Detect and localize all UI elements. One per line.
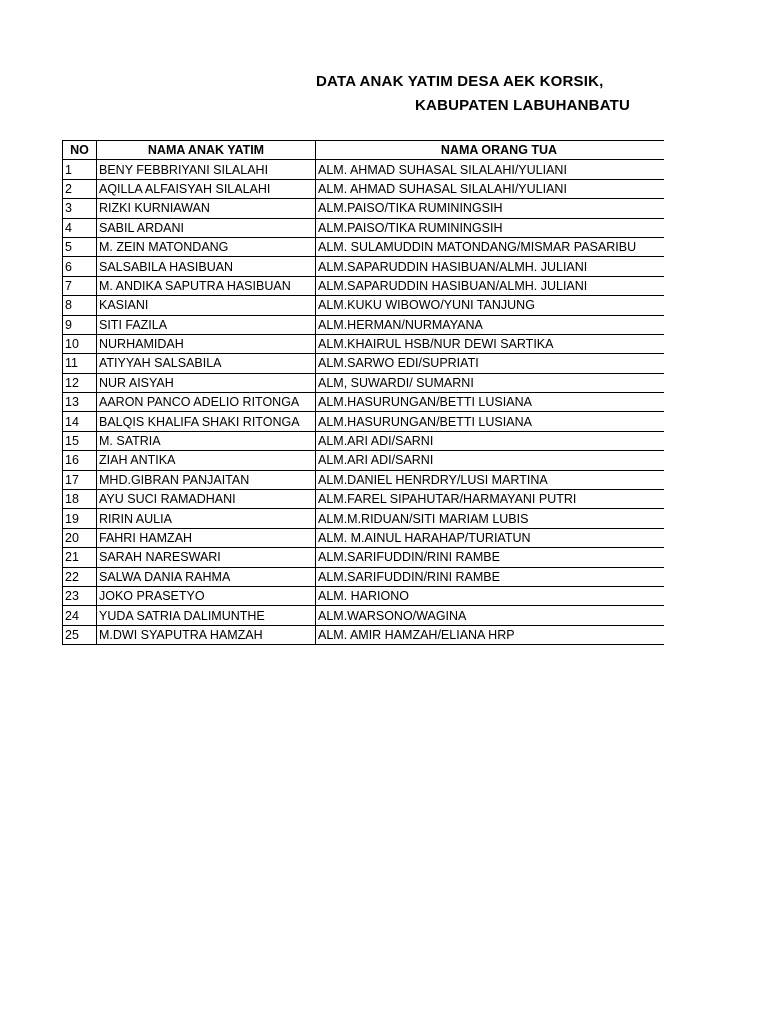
- cell-no: 13: [63, 393, 97, 412]
- table-body: [63, 160, 665, 645]
- cell-parent-name: ALM. HARIONO: [316, 586, 665, 605]
- cell-parent-name: ALM.KHAIRUL HSB/NUR DEWI SARTIKA: [316, 334, 665, 353]
- table-row: [63, 315, 665, 334]
- cell-child-name: ZIAH ANTIKA: [97, 451, 316, 470]
- cell-parent-name: ALM.PAISO/TIKA RUMININGSIH: [316, 199, 665, 218]
- table-row: [63, 296, 665, 315]
- header-child-name: NAMA ANAK YATIM: [97, 141, 316, 160]
- cell-no: 19: [63, 509, 97, 528]
- cell-child-name: M. ZEIN MATONDANG: [97, 237, 316, 256]
- cell-no: 7: [63, 276, 97, 295]
- cell-parent-name: ALM.ARI ADI/SARNI: [316, 431, 665, 450]
- table-row: [63, 451, 665, 470]
- table-row: [63, 470, 665, 489]
- table-row: [63, 393, 665, 412]
- cell-no: 15: [63, 431, 97, 450]
- orphan-data-table: [62, 140, 664, 645]
- cell-child-name: JOKO PRASETYO: [97, 586, 316, 605]
- table-row: [63, 567, 665, 586]
- cell-no: 16: [63, 451, 97, 470]
- table-row: [63, 528, 665, 547]
- cell-parent-name: ALM, SUWARDI/ SUMARNI: [316, 373, 665, 392]
- table-row: [63, 179, 665, 198]
- cell-parent-name: ALM.FAREL SIPAHUTAR/HARMAYANI PUTRI: [316, 490, 665, 509]
- cell-child-name: AARON PANCO ADELIO RITONGA: [97, 393, 316, 412]
- cell-parent-name: ALM. AHMAD SUHASAL SILALAHI/YULIANI: [316, 179, 665, 198]
- cell-parent-name: ALM.ARI ADI/SARNI: [316, 451, 665, 470]
- table-row: [63, 257, 665, 276]
- title-line-2: KABUPATEN LABUHANBATU: [415, 97, 631, 114]
- cell-parent-name: ALM. AHMAD SUHASAL SILALAHI/YULIANI: [316, 160, 665, 179]
- cell-child-name: NURHAMIDAH: [97, 334, 316, 353]
- cell-child-name: AQILLA ALFAISYAH SILALAHI: [97, 179, 316, 198]
- cell-no: 11: [63, 354, 97, 373]
- cell-parent-name: ALM.HASURUNGAN/BETTI LUSIANA: [316, 393, 665, 412]
- cell-parent-name: ALM.HASURUNGAN/BETTI LUSIANA: [316, 412, 665, 431]
- cell-parent-name: ALM.PAISO/TIKA RUMININGSIH: [316, 218, 665, 237]
- table-row: [63, 490, 665, 509]
- cell-no: 23: [63, 586, 97, 605]
- cell-no: 20: [63, 528, 97, 547]
- cell-child-name: KASIANI: [97, 296, 316, 315]
- cell-no: 9: [63, 315, 97, 334]
- cell-parent-name: ALM.KUKU WIBOWO/YUNI TANJUNG: [316, 296, 665, 315]
- table-row: [63, 625, 665, 644]
- cell-parent-name: ALM.WARSONO/WAGINA: [316, 606, 665, 625]
- cell-no: 24: [63, 606, 97, 625]
- cell-no: 2: [63, 179, 97, 198]
- table-header-row: [63, 141, 665, 160]
- cell-child-name: SARAH NARESWARI: [97, 548, 316, 567]
- cell-child-name: RIRIN AULIA: [97, 509, 316, 528]
- orphan-data-table-container: [62, 140, 664, 645]
- cell-no: 8: [63, 296, 97, 315]
- document-title: [300, 70, 768, 118]
- cell-parent-name: ALM. M.AINUL HARAHAP/TURIATUN: [316, 528, 665, 547]
- cell-no: 22: [63, 567, 97, 586]
- table-row: [63, 586, 665, 605]
- table-row: [63, 276, 665, 295]
- cell-child-name: RIZKI KURNIAWAN: [97, 199, 316, 218]
- cell-child-name: SALSABILA HASIBUAN: [97, 257, 316, 276]
- cell-child-name: M. SATRIA: [97, 431, 316, 450]
- cell-parent-name: ALM.SARIFUDDIN/RINI RAMBE: [316, 548, 665, 567]
- cell-child-name: YUDA SATRIA DALIMUNTHE: [97, 606, 316, 625]
- cell-no: 6: [63, 257, 97, 276]
- cell-parent-name: ALM.SAPARUDDIN HASIBUAN/ALMH. JULIANI: [316, 257, 665, 276]
- header-no: NO: [63, 141, 97, 160]
- table-row: [63, 334, 665, 353]
- cell-child-name: FAHRI HAMZAH: [97, 528, 316, 547]
- cell-parent-name: ALM.SAPARUDDIN HASIBUAN/ALMH. JULIANI: [316, 276, 665, 295]
- cell-parent-name: ALM.DANIEL HENRDRY/LUSI MARTINA: [316, 470, 665, 489]
- table-row: [63, 548, 665, 567]
- cell-child-name: NUR AISYAH: [97, 373, 316, 392]
- cell-child-name: MHD.GIBRAN PANJAITAN: [97, 470, 316, 489]
- table-row: [63, 412, 665, 431]
- table-row: [63, 237, 665, 256]
- cell-no: 1: [63, 160, 97, 179]
- table-row: [63, 606, 665, 625]
- cell-no: 5: [63, 237, 97, 256]
- table-row: [63, 354, 665, 373]
- cell-child-name: SITI FAZILA: [97, 315, 316, 334]
- cell-no: 10: [63, 334, 97, 353]
- cell-parent-name: ALM.HERMAN/NURMAYANA: [316, 315, 665, 334]
- cell-parent-name: ALM. SULAMUDDIN MATONDANG/MISMAR PASARIBU: [316, 237, 665, 256]
- table-row: [63, 160, 665, 179]
- cell-parent-name: ALM.SARWO EDI/SUPRIATI: [316, 354, 665, 373]
- cell-parent-name: ALM.SARIFUDDIN/RINI RAMBE: [316, 567, 665, 586]
- cell-no: 21: [63, 548, 97, 567]
- cell-no: 3: [63, 199, 97, 218]
- cell-child-name: AYU SUCI RAMADHANI: [97, 490, 316, 509]
- cell-no: 4: [63, 218, 97, 237]
- cell-child-name: M.DWI SYAPUTRA HAMZAH: [97, 625, 316, 644]
- cell-child-name: ATIYYAH SALSABILA: [97, 354, 316, 373]
- cell-no: 18: [63, 490, 97, 509]
- title-line-1: DATA ANAK YATIM DESA AEK KORSIK,: [316, 73, 604, 90]
- cell-no: 14: [63, 412, 97, 431]
- table-row: [63, 199, 665, 218]
- cell-no: 25: [63, 625, 97, 644]
- cell-child-name: M. ANDIKA SAPUTRA HASIBUAN: [97, 276, 316, 295]
- header-parent-name: NAMA ORANG TUA: [316, 141, 665, 160]
- cell-child-name: SABIL ARDANI: [97, 218, 316, 237]
- cell-child-name: BENY FEBBRIYANI SILALAHI: [97, 160, 316, 179]
- cell-child-name: BALQIS KHALIFA SHAKI RITONGA: [97, 412, 316, 431]
- cell-child-name: SALWA DANIA RAHMA: [97, 567, 316, 586]
- table-row: [63, 431, 665, 450]
- table-row: [63, 373, 665, 392]
- table-row: [63, 218, 665, 237]
- table-row: [63, 509, 665, 528]
- cell-no: 17: [63, 470, 97, 489]
- cell-parent-name: ALM. AMIR HAMZAH/ELIANA HRP: [316, 625, 665, 644]
- cell-no: 12: [63, 373, 97, 392]
- cell-parent-name: ALM.M.RIDUAN/SITI MARIAM LUBIS: [316, 509, 665, 528]
